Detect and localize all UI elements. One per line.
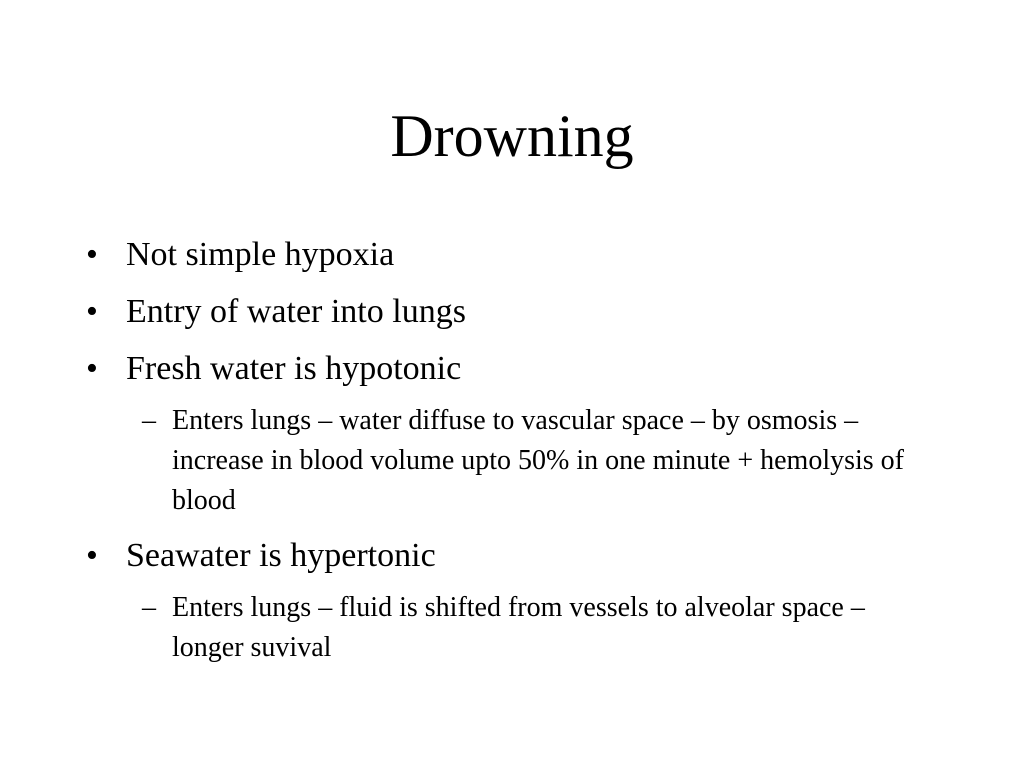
bullet-text: Not simple hypoxia xyxy=(126,236,395,273)
bullet-text: Fresh water is hypotonic xyxy=(126,350,462,387)
bullet-marker: • xyxy=(86,537,98,574)
bullet-list xyxy=(86,230,946,678)
dash-marker: – xyxy=(142,405,156,436)
bullet-text: Entry of water into lungs xyxy=(126,293,466,330)
sub-bullet-item xyxy=(142,588,914,668)
bullet-marker: • xyxy=(86,293,98,330)
sub-bullet-item xyxy=(142,401,914,521)
bullet-marker: • xyxy=(86,236,98,273)
dash-marker: – xyxy=(142,592,156,623)
sub-bullet-text: Enters lungs – water diffuse to vascular space – by osmosis – increase in blood volume upto 50% in one minute + hemolysis of blood xyxy=(172,405,905,516)
sub-bullet-text: Enters lungs – fluid is shifted from vessels to alveolar space – longer suvival xyxy=(172,592,865,663)
bullet-item xyxy=(86,287,946,337)
bullet-marker: • xyxy=(86,350,98,387)
bullet-text: Seawater is hypertonic xyxy=(126,537,436,574)
bullet-item xyxy=(86,531,946,581)
bullet-item xyxy=(86,230,946,280)
slide-title: Drowning xyxy=(390,103,634,169)
bullet-item xyxy=(86,344,946,394)
